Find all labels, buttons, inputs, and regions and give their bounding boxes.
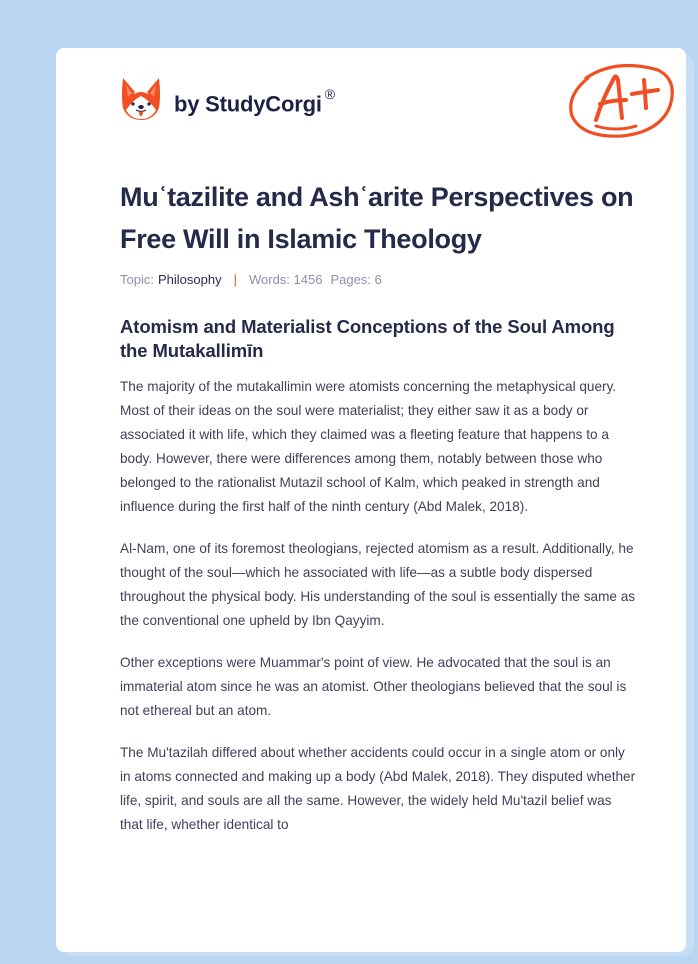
topic-link[interactable]: Philosophy [157, 272, 222, 287]
paragraph: The Mu'tazilah differed about whether accidents could occur in a single atom or only in atoms connected and making up a body (Abd Malek, 2018). They disputed whether life, spirit, and souls are all the same. However, the widely held Mu'tazil belief was that life, whether identical to [120, 745, 636, 832]
paragraph: The majority of the mutakallimin were atomists concerning the metaphysical query. Most of their ideas on the soul were materialist; they either saw it as a body or associated it with life, which they claimed was a fleeting feature that happens to a body. However, there were differences among them, notably between those who belonged to the rationalist Mutazil school of Kalm, which peaked in strength and influence during the first half of the ninth century (Abd Malek, 2018). [120, 379, 617, 514]
logo-text: by StudyCorgi ® [174, 86, 335, 117]
word-count: Words: 1456 [248, 272, 323, 287]
article-meta [120, 272, 636, 287]
registered-mark: ® [324, 86, 335, 103]
header [120, 74, 650, 144]
paragraph: Al-Nam, one of its foremost theologians, rejected atomism as a result. Additionally, he thought of the soul—which he associated with life—as a subtle body dispersed throughout the physical body. His understanding of the soul is essentially the same as the conventional one upheld by Ibn Qayyim. [120, 541, 636, 628]
paragraph: Other exceptions were Muammar's point of view. He advocated that the soul is an immaterial atom since he was an atomist. Other theologians believed that the soul is not ethereal but an atom. [120, 655, 627, 718]
page-count: Pages: 6 [330, 272, 382, 287]
article-content [120, 176, 636, 837]
corgi-icon [120, 76, 162, 122]
meta-separator: | [233, 272, 237, 287]
section-heading: Atomism and Materialist Conceptions of the Soul Among the Mutakallimīn [120, 316, 615, 361]
article-title: Muʿtazilite and Ashʿarite Perspectives on Free Will in Islamic Theology [120, 182, 634, 254]
essay-card [56, 48, 686, 952]
topic-label: Topic: [120, 272, 154, 287]
studycorgi-logo[interactable] [120, 76, 335, 122]
a-plus-grade-icon [566, 60, 676, 142]
